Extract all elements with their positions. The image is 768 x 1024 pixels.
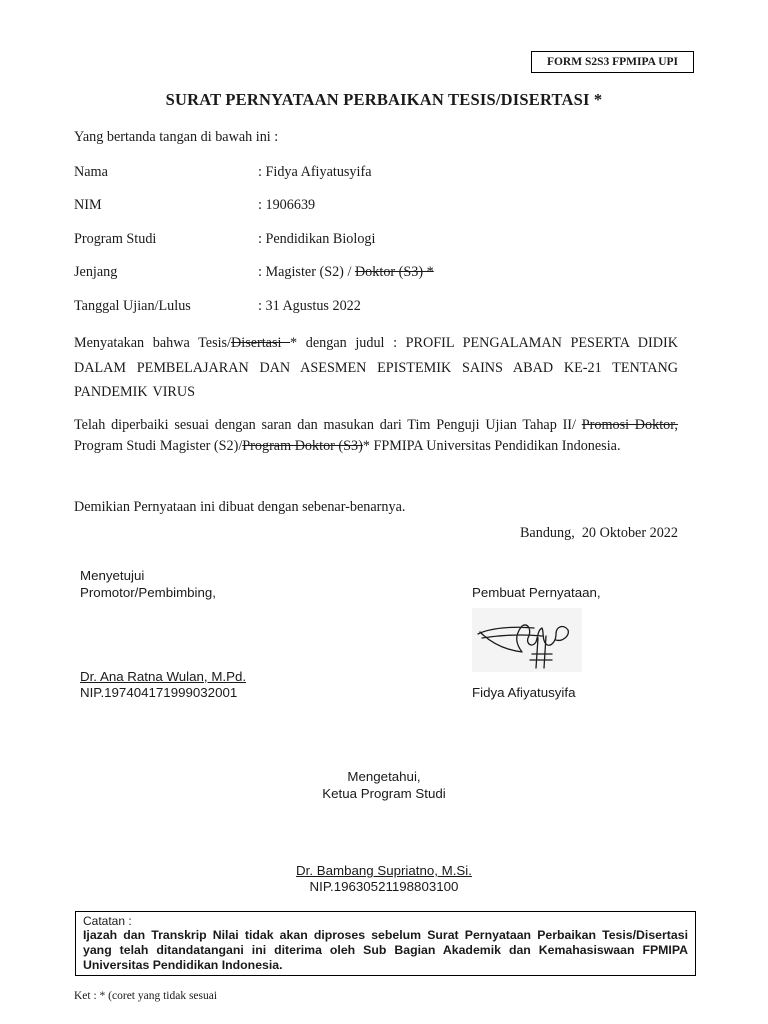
form-code-box: FORM S2S3 FPMIPA UPI bbox=[531, 51, 694, 73]
jenjang-label: Jenjang bbox=[74, 264, 118, 280]
statement-paragraph-revision bbox=[74, 415, 678, 457]
note-body: Ijazah dan Transkrip Nilai tidak akan diproses sebelum Surat Pernyataan Perbaikan Tesis/Disertasi yang telah ditandatangani ini diterima oleh Sub Bagian Akademik dan Kemahasiswaan FPMIPA Universitas Pendidikan Indonesia. bbox=[83, 928, 688, 972]
acknowledgment-label: Mengetahui, bbox=[347, 769, 421, 784]
jenjang-value bbox=[258, 263, 434, 282]
place-date: Bandung, 20 Oktober 2022 bbox=[519, 525, 678, 541]
p2-struck-text-1: Promosi Doktor, bbox=[581, 417, 678, 433]
p2-struck-text-2: Program Doktor (S3) bbox=[242, 438, 363, 454]
p2-text-a: Telah diperbaiki sesuai dengan saran dan masukan dari Tim Penguji Ujian Tahap II/ bbox=[74, 417, 582, 433]
p1-text-a: Menyatakan bahwa Tesis/ bbox=[74, 335, 231, 351]
head-program-nip: NIP.19630521198803100 bbox=[309, 879, 459, 894]
note-heading: Catatan : bbox=[83, 914, 132, 928]
head-program-name: Dr. Bambang Supriatno, M.Si. bbox=[296, 863, 472, 878]
p2-text-c: * FPMIPA Universitas Pendidikan Indonesia. bbox=[362, 438, 621, 454]
document-title: SURAT PERNYATAAN PERBAIKAN TESIS/DISERTASI * bbox=[165, 90, 603, 109]
maker-name: Fidya Afiyatusyifa bbox=[472, 685, 576, 700]
jenjang-value-text: : Magister (S2) / bbox=[258, 264, 355, 280]
statement-paragraph-title bbox=[74, 331, 678, 405]
nama-value: : Fidya Afiyatusyifa bbox=[258, 164, 372, 180]
tanggal-value: : 31 Agustus 2022 bbox=[258, 298, 361, 314]
approval-label: Menyetujui bbox=[80, 568, 145, 583]
nama-label: Nama bbox=[74, 164, 108, 180]
nim-label: NIM bbox=[74, 197, 102, 213]
p1-struck-text: Disertasi bbox=[231, 335, 291, 351]
head-name-wrap bbox=[0, 862, 768, 879]
intro-text: Yang bertanda tangan di bawah ini : bbox=[74, 129, 279, 145]
promotor-name: Dr. Ana Ratna Wulan, M.Pd. bbox=[80, 669, 247, 684]
head-program-label: Ketua Program Studi bbox=[322, 786, 446, 801]
nim-value: : 1906639 bbox=[258, 197, 316, 213]
promotor-label: Promotor/Pembimbing, bbox=[80, 585, 216, 600]
footnote: Ket : * (coret yang tidak sesuai bbox=[74, 990, 218, 1002]
p2-text-b: Program Studi Magister (S2)/ bbox=[74, 438, 243, 454]
maker-label: Pembuat Pernyataan, bbox=[472, 585, 601, 600]
statement-paragraph-closing: Demikian Pernyataan ini dibuat dengan sebenar-benarnya. bbox=[74, 499, 406, 515]
prodi-value: : Pendidikan Biologi bbox=[258, 231, 376, 247]
handwritten-signature bbox=[472, 608, 582, 672]
prodi-label: Program Studi bbox=[74, 231, 157, 247]
promotor-nip: NIP.197404171999032001 bbox=[80, 685, 238, 700]
tanggal-label: Tanggal Ujian/Lulus bbox=[74, 298, 191, 314]
p1-text-b: * dengan judul : PROFIL PENGALAMAN PESERTA DIDIK DALAM PEMBELAJARAN DAN ASESMEN EPISTEMIK SAINS ABAD KE-21 TENTANG PANDEMIK VIRUS bbox=[74, 335, 678, 400]
jenjang-struck-text: Doktor (S3) * bbox=[354, 264, 434, 280]
note-box bbox=[75, 911, 696, 976]
